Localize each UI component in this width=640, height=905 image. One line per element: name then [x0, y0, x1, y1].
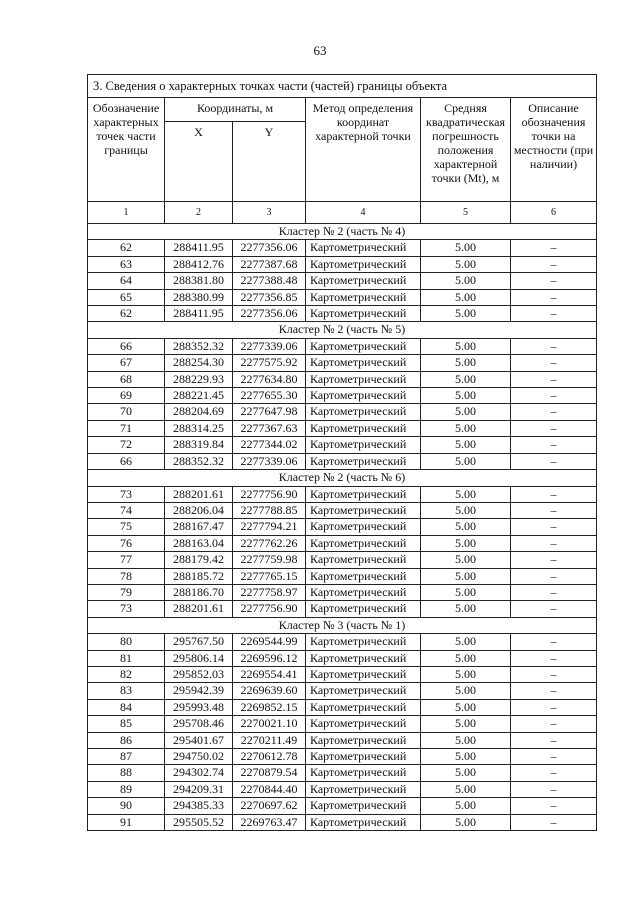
point-id-cell: 75 [88, 519, 165, 535]
x-coord-cell: 295852.03 [165, 666, 233, 682]
y-coord-cell: 2277756.90 [233, 486, 306, 502]
y-coord-cell: 2270697.62 [233, 798, 306, 814]
method-cell: Картометрический [306, 273, 421, 289]
description-cell: – [511, 634, 597, 650]
y-coord-cell: 2277356.06 [233, 306, 306, 322]
point-id-cell: 62 [88, 240, 165, 256]
description-cell: – [511, 650, 597, 666]
table-row [88, 240, 597, 256]
description-cell: – [511, 273, 597, 289]
point-id-cell: 63 [88, 256, 165, 272]
description-cell: – [511, 601, 597, 617]
x-coord-cell: 294302.74 [165, 765, 233, 781]
table-row [88, 371, 597, 387]
table-row [88, 306, 597, 322]
x-coord-cell: 288411.95 [165, 240, 233, 256]
point-id-cell: 86 [88, 732, 165, 748]
point-id-cell: 81 [88, 650, 165, 666]
method-cell: Картометрический [306, 240, 421, 256]
method-cell: Картометрический [306, 437, 421, 453]
x-coord-cell: 295401.67 [165, 732, 233, 748]
cluster-title: Кластер № 2 (часть № 5) [88, 322, 597, 338]
error-cell: 5.00 [421, 683, 511, 699]
table-row [88, 404, 597, 420]
y-coord-cell: 2269544.99 [233, 634, 306, 650]
table-row [88, 256, 597, 272]
description-cell: – [511, 798, 597, 814]
table-row [88, 732, 597, 748]
y-coord-cell: 2270879.54 [233, 765, 306, 781]
method-cell: Картометрический [306, 306, 421, 322]
method-cell: Картометрический [306, 552, 421, 568]
y-coord-cell: 2277575.92 [233, 355, 306, 371]
x-coord-cell: 288380.99 [165, 289, 233, 305]
cluster-title: Кластер № 2 (часть № 6) [88, 470, 597, 486]
table-row [88, 437, 597, 453]
description-cell: – [511, 306, 597, 322]
description-cell: – [511, 338, 597, 354]
y-coord-cell: 2277634.80 [233, 371, 306, 387]
x-coord-cell: 288352.32 [165, 453, 233, 469]
point-id-cell: 68 [88, 371, 165, 387]
error-cell: 5.00 [421, 814, 511, 830]
description-cell: – [511, 716, 597, 732]
description-cell: – [511, 355, 597, 371]
column-number: 2 [165, 202, 233, 224]
column-number: 1 [88, 202, 165, 224]
error-cell: 5.00 [421, 798, 511, 814]
x-coord-cell: 288254.30 [165, 355, 233, 371]
error-cell: 5.00 [421, 666, 511, 682]
table-row [88, 683, 597, 699]
point-id-cell: 79 [88, 584, 165, 600]
column-number: 3 [233, 202, 306, 224]
description-cell: – [511, 666, 597, 682]
page-number: 63 [313, 43, 327, 58]
section-title: 3. Сведения о характерных точках части (частей) границы объекта [88, 75, 597, 98]
method-cell: Картометрический [306, 338, 421, 354]
description-cell: – [511, 535, 597, 551]
x-coord-cell: 288412.76 [165, 256, 233, 272]
description-cell: – [511, 289, 597, 305]
x-coord-cell: 288185.72 [165, 568, 233, 584]
y-coord-cell: 2277756.90 [233, 601, 306, 617]
error-cell: 5.00 [421, 552, 511, 568]
x-coord-cell: 288411.95 [165, 306, 233, 322]
point-id-cell: 71 [88, 420, 165, 436]
error-cell: 5.00 [421, 453, 511, 469]
cluster-header-row [88, 617, 597, 633]
point-id-cell: 70 [88, 404, 165, 420]
method-cell: Картометрический [306, 568, 421, 584]
description-cell: – [511, 502, 597, 518]
point-id-cell: 76 [88, 535, 165, 551]
point-id-cell: 62 [88, 306, 165, 322]
point-id-cell: 69 [88, 388, 165, 404]
point-id-cell: 82 [88, 666, 165, 682]
description-cell: – [511, 240, 597, 256]
method-cell: Картометрический [306, 420, 421, 436]
method-cell: Картометрический [306, 732, 421, 748]
error-cell: 5.00 [421, 388, 511, 404]
error-cell: 5.00 [421, 716, 511, 732]
error-cell: 5.00 [421, 584, 511, 600]
y-coord-cell: 2269763.47 [233, 814, 306, 830]
description-cell: – [511, 420, 597, 436]
y-coord-cell: 2277388.48 [233, 273, 306, 289]
table-row [88, 535, 597, 551]
x-coord-cell: 288186.70 [165, 584, 233, 600]
description-cell: – [511, 781, 597, 797]
method-cell: Картометрический [306, 355, 421, 371]
point-id-cell: 77 [88, 552, 165, 568]
method-cell: Картометрический [306, 502, 421, 518]
y-coord-cell: 2269554.41 [233, 666, 306, 682]
method-cell: Картометрический [306, 584, 421, 600]
method-cell: Картометрический [306, 814, 421, 830]
point-id-cell: 78 [88, 568, 165, 584]
description-cell: – [511, 519, 597, 535]
method-cell: Картометрический [306, 519, 421, 535]
table-row [88, 289, 597, 305]
error-cell: 5.00 [421, 749, 511, 765]
error-cell: 5.00 [421, 306, 511, 322]
error-cell: 5.00 [421, 732, 511, 748]
error-cell: 5.00 [421, 535, 511, 551]
method-cell: Картометрический [306, 650, 421, 666]
description-cell: – [511, 486, 597, 502]
x-coord-cell: 295806.14 [165, 650, 233, 666]
header-row [88, 98, 597, 122]
section-title-row [88, 75, 597, 98]
error-cell: 5.00 [421, 781, 511, 797]
y-coord-cell: 2277765.15 [233, 568, 306, 584]
error-cell: 5.00 [421, 519, 511, 535]
error-cell: 5.00 [421, 371, 511, 387]
table-row [88, 584, 597, 600]
point-id-cell: 66 [88, 338, 165, 354]
table-row [88, 355, 597, 371]
y-coord-cell: 2277339.06 [233, 338, 306, 354]
method-cell: Картометрический [306, 749, 421, 765]
y-coord-cell: 2277387.68 [233, 256, 306, 272]
header-point: Обозначение характерных точек части границы [88, 98, 165, 202]
error-cell: 5.00 [421, 240, 511, 256]
x-coord-cell: 294385.33 [165, 798, 233, 814]
x-coord-cell: 288167.47 [165, 519, 233, 535]
error-cell: 5.00 [421, 699, 511, 715]
header-method: Метод определения координат характерной точки [306, 98, 421, 202]
description-cell: – [511, 814, 597, 830]
x-coord-cell: 288319.84 [165, 437, 233, 453]
point-id-cell: 90 [88, 798, 165, 814]
cluster-title: Кластер № 2 (часть № 4) [88, 224, 597, 240]
description-cell: – [511, 371, 597, 387]
error-cell: 5.00 [421, 355, 511, 371]
x-coord-cell: 288201.61 [165, 601, 233, 617]
table-row [88, 552, 597, 568]
method-cell: Картометрический [306, 798, 421, 814]
y-coord-cell: 2270021.10 [233, 716, 306, 732]
point-id-cell: 64 [88, 273, 165, 289]
cluster-header-row [88, 470, 597, 486]
x-coord-cell: 295942.39 [165, 683, 233, 699]
point-id-cell: 67 [88, 355, 165, 371]
cluster-header-row [88, 224, 597, 240]
x-coord-cell: 288179.42 [165, 552, 233, 568]
x-coord-cell: 288201.61 [165, 486, 233, 502]
header-coords: Координаты, м [165, 98, 306, 122]
point-id-cell: 88 [88, 765, 165, 781]
y-coord-cell: 2270211.49 [233, 732, 306, 748]
table-row [88, 601, 597, 617]
y-coord-cell: 2277356.85 [233, 289, 306, 305]
y-coord-cell: 2277758.97 [233, 584, 306, 600]
table-row [88, 699, 597, 715]
header-y: Y [233, 122, 306, 202]
description-cell: – [511, 749, 597, 765]
column-number: 6 [511, 202, 597, 224]
error-cell: 5.00 [421, 601, 511, 617]
table-row [88, 453, 597, 469]
point-id-cell: 85 [88, 716, 165, 732]
x-coord-cell: 288229.93 [165, 371, 233, 387]
method-cell: Картометрический [306, 486, 421, 502]
x-coord-cell: 288221.45 [165, 388, 233, 404]
table-row [88, 798, 597, 814]
column-number: 5 [421, 202, 511, 224]
point-id-cell: 65 [88, 289, 165, 305]
error-cell: 5.00 [421, 486, 511, 502]
error-cell: 5.00 [421, 420, 511, 436]
y-coord-cell: 2277762.26 [233, 535, 306, 551]
description-cell: – [511, 552, 597, 568]
x-coord-cell: 288163.04 [165, 535, 233, 551]
table-row [88, 666, 597, 682]
point-id-cell: 89 [88, 781, 165, 797]
description-cell: – [511, 765, 597, 781]
y-coord-cell: 2277759.98 [233, 552, 306, 568]
description-cell: – [511, 732, 597, 748]
y-coord-cell: 2270612.78 [233, 749, 306, 765]
x-coord-cell: 288381.80 [165, 273, 233, 289]
table-row [88, 486, 597, 502]
table-row [88, 749, 597, 765]
error-cell: 5.00 [421, 437, 511, 453]
x-coord-cell: 294209.31 [165, 781, 233, 797]
description-cell: – [511, 404, 597, 420]
description-cell: – [511, 699, 597, 715]
table-row [88, 765, 597, 781]
y-coord-cell: 2269639.60 [233, 683, 306, 699]
error-cell: 5.00 [421, 568, 511, 584]
x-coord-cell: 288352.32 [165, 338, 233, 354]
table-row [88, 273, 597, 289]
point-id-cell: 72 [88, 437, 165, 453]
table-row [88, 716, 597, 732]
boundary-points-table [87, 74, 597, 831]
point-id-cell: 83 [88, 683, 165, 699]
description-cell: – [511, 437, 597, 453]
description-cell: – [511, 568, 597, 584]
y-coord-cell: 2277794.21 [233, 519, 306, 535]
point-id-cell: 91 [88, 814, 165, 830]
table-row [88, 388, 597, 404]
header-description: Описание обозначения точки на местности (при наличии) [511, 98, 597, 202]
method-cell: Картометрический [306, 634, 421, 650]
x-coord-cell: 295505.52 [165, 814, 233, 830]
description-cell: – [511, 584, 597, 600]
method-cell: Картометрический [306, 371, 421, 387]
table-row [88, 814, 597, 830]
method-cell: Картометрический [306, 256, 421, 272]
method-cell: Картометрический [306, 535, 421, 551]
y-coord-cell: 2277339.06 [233, 453, 306, 469]
error-cell: 5.00 [421, 502, 511, 518]
header-error: Средняя квадратическая погрешность положения характерной точки (Mt), м [421, 98, 511, 202]
cluster-header-row [88, 322, 597, 338]
error-cell: 5.00 [421, 650, 511, 666]
method-cell: Картометрический [306, 453, 421, 469]
error-cell: 5.00 [421, 256, 511, 272]
x-coord-cell: 288206.04 [165, 502, 233, 518]
x-coord-cell: 294750.02 [165, 749, 233, 765]
method-cell: Картометрический [306, 289, 421, 305]
point-id-cell: 74 [88, 502, 165, 518]
cluster-title: Кластер № 3 (часть № 1) [88, 617, 597, 633]
error-cell: 5.00 [421, 634, 511, 650]
y-coord-cell: 2277356.06 [233, 240, 306, 256]
description-cell: – [511, 683, 597, 699]
table-row [88, 568, 597, 584]
table-row [88, 502, 597, 518]
method-cell: Картометрический [306, 781, 421, 797]
x-coord-cell: 295708.46 [165, 716, 233, 732]
description-cell: – [511, 256, 597, 272]
point-id-cell: 84 [88, 699, 165, 715]
point-id-cell: 87 [88, 749, 165, 765]
error-cell: 5.00 [421, 404, 511, 420]
point-id-cell: 73 [88, 486, 165, 502]
method-cell: Картометрический [306, 388, 421, 404]
y-coord-cell: 2277788.85 [233, 502, 306, 518]
method-cell: Картометрический [306, 716, 421, 732]
method-cell: Картометрический [306, 666, 421, 682]
table-row [88, 650, 597, 666]
method-cell: Картометрический [306, 765, 421, 781]
column-number: 4 [306, 202, 421, 224]
error-cell: 5.00 [421, 289, 511, 305]
y-coord-cell: 2277344.02 [233, 437, 306, 453]
y-coord-cell: 2269852.15 [233, 699, 306, 715]
y-coord-cell: 2277647.98 [233, 404, 306, 420]
method-cell: Картометрический [306, 404, 421, 420]
point-id-cell: 73 [88, 601, 165, 617]
x-coord-cell: 288204.69 [165, 404, 233, 420]
y-coord-cell: 2277655.30 [233, 388, 306, 404]
error-cell: 5.00 [421, 273, 511, 289]
table-row [88, 781, 597, 797]
point-id-cell: 66 [88, 453, 165, 469]
column-number-row [88, 202, 597, 224]
error-cell: 5.00 [421, 765, 511, 781]
y-coord-cell: 2277367.63 [233, 420, 306, 436]
method-cell: Картометрический [306, 683, 421, 699]
method-cell: Картометрический [306, 699, 421, 715]
error-cell: 5.00 [421, 338, 511, 354]
y-coord-cell: 2270844.40 [233, 781, 306, 797]
x-coord-cell: 295767.50 [165, 634, 233, 650]
description-cell: – [511, 388, 597, 404]
description-cell: – [511, 453, 597, 469]
x-coord-cell: 295993.48 [165, 699, 233, 715]
method-cell: Картометрический [306, 601, 421, 617]
table-row [88, 634, 597, 650]
table-row [88, 338, 597, 354]
table-row [88, 519, 597, 535]
y-coord-cell: 2269596.12 [233, 650, 306, 666]
table-row [88, 420, 597, 436]
x-coord-cell: 288314.25 [165, 420, 233, 436]
point-id-cell: 80 [88, 634, 165, 650]
header-x: X [165, 122, 233, 202]
